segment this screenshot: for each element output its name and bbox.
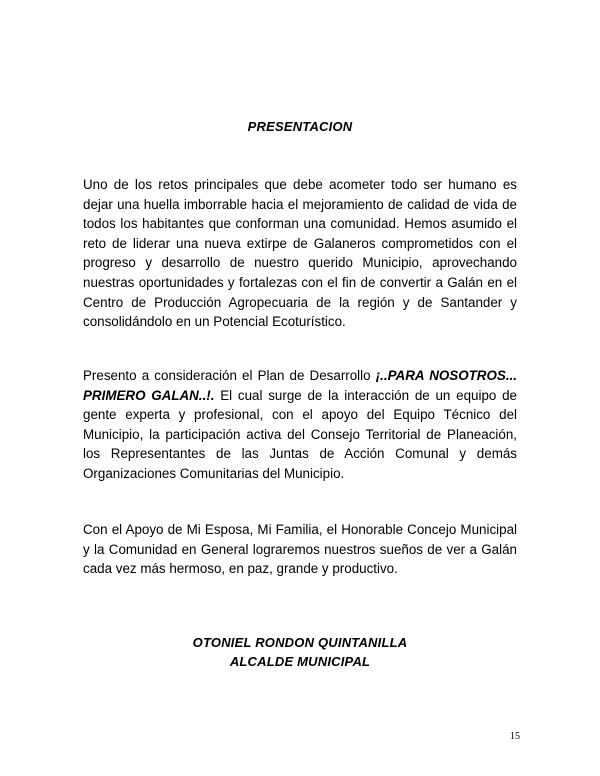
paragraph-closing: Con el Apoyo de Mi Esposa, Mi Familia, el Honorable Concejo Municipal y la Comunidad en General lograremos nuestros sueños de ver a Galán cada vez más hermoso, en paz, grande y productivo. (83, 522, 517, 577)
signature-name: OTONIEL RONDON QUINTANILLA (192, 635, 408, 650)
page-title: PRESENTACION (247, 119, 353, 134)
plan-name: ¡..PARA NOSOTROS... PRIMERO GALAN..!. (83, 368, 517, 403)
signature-title: ALCALDE MUNICIPAL (229, 654, 371, 669)
paragraph-intro: Uno de los retos principales que debe acometer todo ser humano es dejar una huella imborrable hacia el mejoramiento de calidad de vida de todos los habitantes que conforman una comunidad. Hemos asumido el reto de liderar una nueva extirpe de Galaneros comprometidos con el progreso y desarrollo de nuestro querido Municipio, aprovechando nuestras oportunidades y fortalezas con el fin de convertir a Galán en el Centro de Producción Agropecuaria de la región y de Santander y consolidándolo en un Potencial Ecoturístico. (83, 177, 517, 330)
paragraph-plan-intro: Presento a consideración el Plan de Desarrollo (83, 368, 376, 383)
paragraph-plan-rest: El cual surge de la interacción de un equipo de gente experta y profesional, con el apoyo del Equipo Técnico del Municipio, la participación activa del Consejo Territorial de Planeación, los Representantes de las Juntas de Acción Comunal y demás Organizaciones Comunitarias del Municipio. (83, 387, 517, 481)
page-number: 15 (510, 731, 520, 742)
paragraph-plan (83, 366, 517, 484)
